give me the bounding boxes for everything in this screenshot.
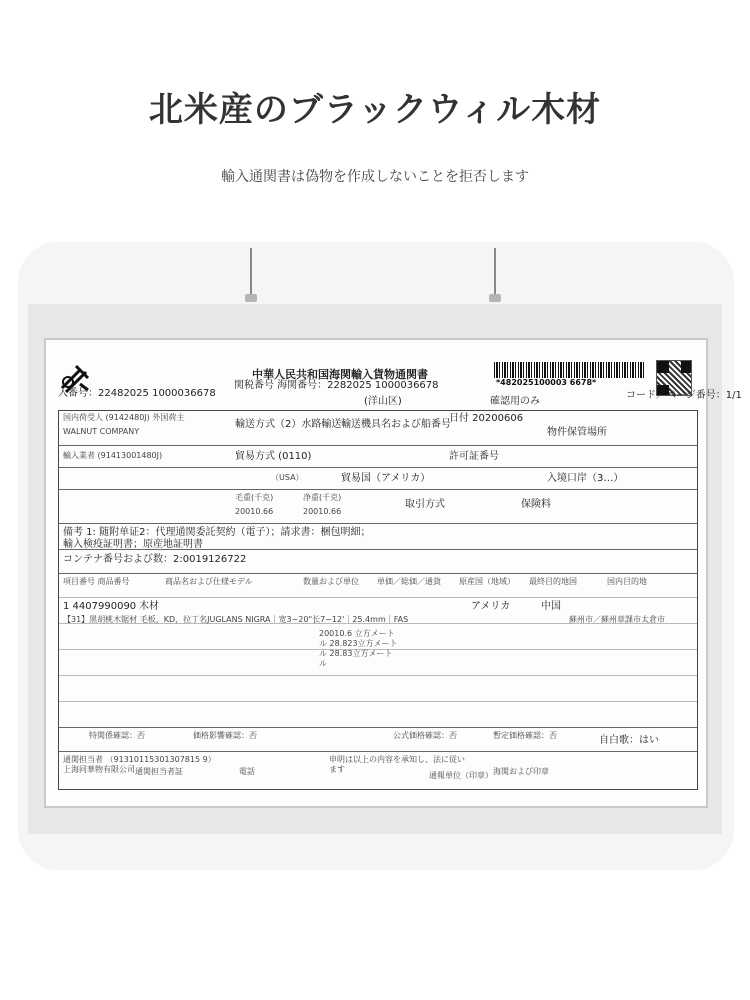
clerk: 通関担当者証: [135, 767, 183, 776]
container-number: コンテナ番号および数：2:0019126722: [63, 554, 247, 565]
barcode-number: *482025100003 6678*: [496, 378, 597, 387]
insurance: 保険料: [521, 499, 551, 510]
domestic-destination: 蘇州市／蘇州章課市太倉市: [569, 615, 665, 624]
stock-location: 物件保管場所: [547, 427, 607, 438]
document-heading: 中華人民共和国海関輸入貨物通関書: [252, 368, 428, 381]
transport-mode: 輸送方式（2）水路輸送: [235, 419, 342, 430]
declaration-table: [58, 410, 698, 790]
declaration: 申明は以上の内容を承知し、法に従います: [329, 755, 465, 774]
net-weight: 20010.66: [303, 507, 342, 516]
page-code: コード／ページ番号：1/1: [626, 390, 742, 401]
row-divider: [59, 489, 697, 490]
hook-left: [245, 294, 257, 302]
customs-declaration-document: [44, 338, 742, 808]
reporting-unit: 通報単位（印章）: [429, 771, 493, 780]
hanging-wire-left: [250, 248, 252, 296]
import-date: 日付 20200606: [449, 413, 524, 424]
row-divider: [59, 675, 697, 676]
entry-number: 入番号：22482025 1000036678: [58, 388, 216, 399]
formula-price: 公式価格確認：否: [393, 731, 457, 740]
row-divider: [59, 597, 697, 598]
customs-seal: 海関および印章: [493, 767, 549, 776]
row-divider: [59, 727, 697, 728]
col-dest: 最終目的地国: [529, 577, 577, 586]
destination-country: 中国: [541, 601, 561, 612]
gross-weight: 20010.66: [235, 507, 274, 516]
item-name: 木材: [139, 601, 159, 612]
country-code: （USA）: [271, 473, 304, 482]
importer: 輸入業者 (91413001480J): [63, 451, 163, 460]
entry-port: (洋山区): [364, 396, 402, 407]
barcode-icon: [494, 362, 644, 378]
net-weight-label: 净重(千克): [303, 493, 342, 502]
item-spec: 【31】黑胡桃木锯材 毛板，KD，拉丁名JUGLANS NIGRA｜宽3~20"长7~12'｜25.4mm｜FAS: [63, 615, 409, 624]
notes: 備考 1: 随附单证2：代理通関委託契約（電子）；請求書：梱包明細；: [63, 527, 371, 538]
confirm-use: 確認用のみ: [490, 396, 540, 407]
transport-name: 輸送機具名および船番号: [341, 419, 451, 430]
row-divider: [59, 445, 697, 446]
foreign-company: WALNUT COMPANY: [63, 427, 140, 436]
hanging-wire-right: [494, 248, 496, 296]
license-number: 許可証番号: [449, 451, 499, 462]
gross-weight-label: 毛重(千克): [235, 493, 274, 502]
provisional-price: 暫定価格確認：否: [493, 731, 557, 740]
origin-country: アメリカ: [471, 601, 511, 612]
row-divider: [59, 701, 697, 702]
self-report: 自白歌：はい: [599, 735, 659, 746]
customs-agent: 通関担当者 （91310115301307815 9）上海同華物有限公司: [63, 755, 216, 774]
page-title: 北米産のブラックウィル木材: [148, 90, 602, 130]
trade-country: 貿易国（アメリカ）: [341, 473, 431, 484]
row-divider: [59, 751, 697, 752]
row-divider: [59, 523, 697, 524]
price-effect: 価格影響確認：否: [193, 731, 257, 740]
col-item: 項目番号 商品番号: [63, 577, 130, 586]
trade-mode: 貿易方式 (0110): [235, 451, 312, 462]
col-price: 単価／総価／通貨: [377, 577, 441, 586]
col-name: 商品名および仕様モデル: [165, 577, 253, 586]
page-subtitle: 輸入通関書は偽物を作成しないことを拒否します: [221, 169, 529, 185]
transaction-method: 取引方式: [405, 499, 445, 510]
hook-right: [489, 294, 501, 302]
item-code: 1 4407990090: [63, 601, 137, 612]
col-domestic: 国内目的地: [607, 577, 647, 586]
customs-number: 関税番号 海関番号：2282025 1000036678: [234, 380, 439, 391]
port-of-entry: 入境口岸（3…）: [547, 473, 624, 484]
row-divider: [59, 467, 697, 468]
special-relation: 特関係確認：否: [89, 731, 145, 740]
row-divider: [59, 573, 697, 574]
phone: 電話: [239, 767, 255, 776]
notes-continued: 輸入検疫証明書；原産地証明書: [63, 539, 203, 550]
quantity: 20010.6 立方メートル 28.823立方メートル 28.83立方メートル: [319, 629, 398, 668]
col-origin: 原産国（地域）: [459, 577, 515, 586]
domestic-consignee: 国内荷受人 (9142480J) 外国荷主: [63, 413, 185, 422]
col-qty: 数量および単位: [303, 577, 359, 586]
